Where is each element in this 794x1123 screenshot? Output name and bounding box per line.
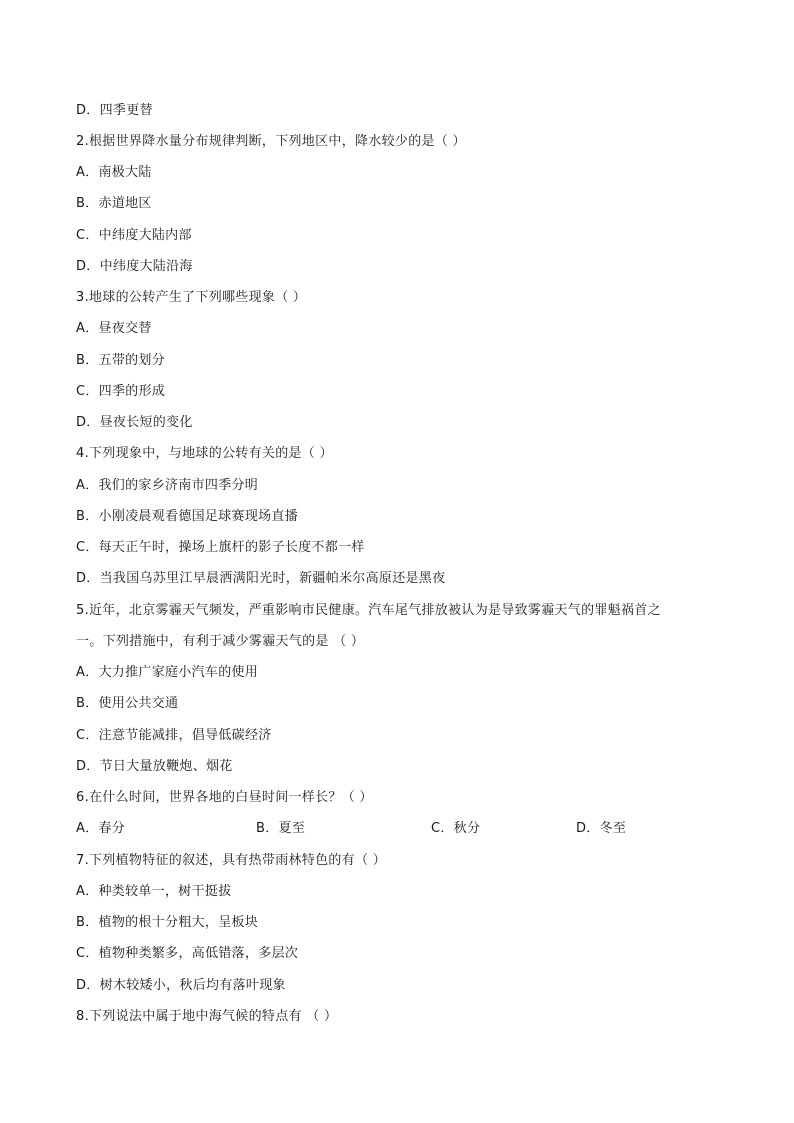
question-4: 4.下列现象中，与地球的公转有关的是（ ）: [76, 446, 333, 461]
option-line: C．注意节能减排，倡导低碳经济: [76, 728, 272, 743]
option-line: B．赤道地区: [76, 196, 152, 211]
option-line: C．四季的形成: [76, 384, 166, 399]
option-line: C．植物种类繁多，高低错落，多层次: [76, 946, 299, 961]
option-line: A．我们的家乡济南市四季分明: [76, 478, 259, 493]
option-line: C．每天正午时，操场上旗杆的影子长度不都一样: [76, 540, 365, 555]
option-line: D．当我国乌苏里江早晨洒满阳光时，新疆帕米尔高原还是黑夜: [76, 571, 446, 586]
question-6-options: [76, 820, 716, 838]
option-d: D．冬至: [576, 821, 627, 836]
question-5-continued: 一。下列措施中，有利于减少雾霾天气的是 （ ）: [76, 634, 365, 649]
option-line: A．南极大陆: [76, 165, 152, 180]
option-line: B．五带的划分: [76, 353, 166, 368]
option-line: D．昼夜长短的变化: [76, 415, 193, 430]
question-6: 6.在什么时间，世界各地的白昼时间一样长？（ ）: [76, 790, 373, 805]
option-line: A．昼夜交替: [76, 321, 152, 336]
option-line: B．使用公共交通: [76, 696, 179, 711]
option-line: A．大力推广家庭小汽车的使用: [76, 665, 259, 680]
question-5: 5.近年，北京雾霾天气频发，严重影响市民健康。汽车尾气排放被认为是导致雾霾天气的罪魁祸首之: [76, 603, 661, 618]
option-c: C．秋分: [431, 821, 481, 836]
question-7: 7.下列植物特征的叙述，具有热带雨林特色的有（ ）: [76, 853, 387, 868]
option-line: D．四季更替: [76, 103, 153, 118]
option-line: B．植物的根十分粗大，呈板块: [76, 915, 259, 930]
option-line: A．种类较单一，树干挺拔: [76, 884, 232, 899]
option-b: B．夏至: [256, 821, 306, 836]
option-line: D．中纬度大陆沿海: [76, 259, 193, 274]
option-line: D．树木较矮小，秋后均有落叶现象: [76, 978, 286, 993]
question-8: 8.下列说法中属于地中海气候的特点有 （ ）: [76, 1009, 338, 1024]
question-2: 2.根据世界降水量分布规律判断，下列地区中，降水较少的是（ ）: [76, 134, 466, 149]
option-line: C．中纬度大陆内部: [76, 228, 192, 243]
question-3: 3.地球的公转产生了下列哪些现象（ ）: [76, 290, 307, 305]
option-line: B．小刚凌晨观看德国足球赛现场直播: [76, 509, 299, 524]
option-line: D．节日大量放鞭炮、烟花: [76, 759, 233, 774]
option-a: A．春分: [76, 821, 126, 836]
